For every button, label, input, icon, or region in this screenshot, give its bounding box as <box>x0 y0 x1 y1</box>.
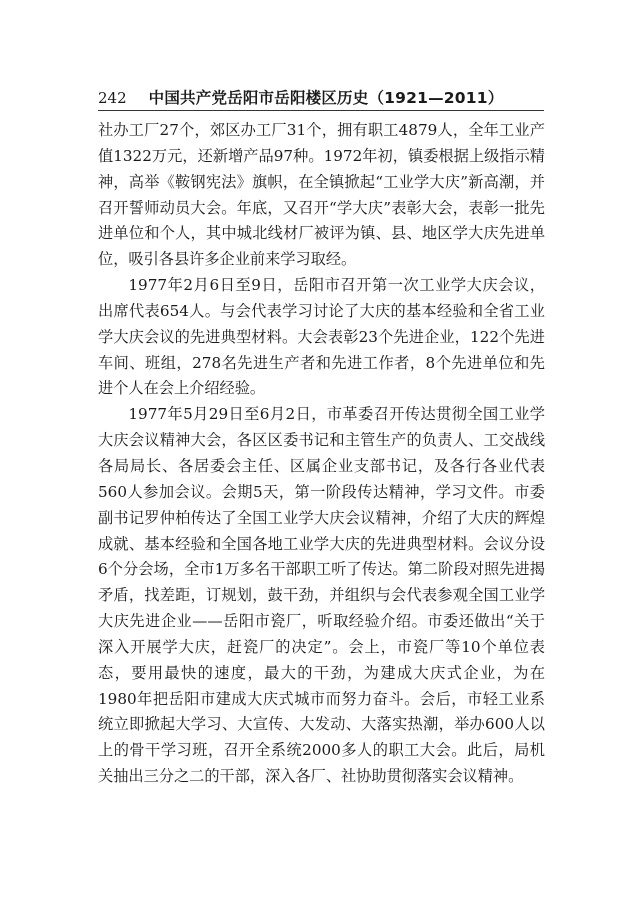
header-rule <box>98 110 544 111</box>
page-header <box>98 82 544 112</box>
paragraph: 1977年2月6日至9日，岳阳市召开第一次工业学大庆会议，出席代表654人。与会代表学习讨论了大庆的基本经验和全省工业学大庆会议的先进典型材料。大会表彰23个先进企业，122个先进车间、班组，278名先进生产者和先进工作者，8个先进单位和先进个人在会上介绍经验。 <box>98 276 545 398</box>
running-title: 中国共产党岳阳市岳阳楼区历史（1921—2011） <box>148 89 504 107</box>
body-text <box>98 118 545 790</box>
paragraph: 1977年5月29日至6月2日，市革委召开传达贯彻全国工业学大庆会议精神大会，各区区委书记和主管生产的负责人、工交战线各局局长、各居委会主任、区属企业支部书记，及各行各业代表560人参加会议。会期5天，第一阶段传达精神，学习文件。市委副书记罗仲柏传达了全国工业学大庆会议精神，介绍了大庆的辉煌成就、基本经验和全国各地工业学大庆的先进典型材料。会议分设6个分会场，全市1万多名干部职工听了传达。第二阶段对照先进揭矛盾，找差距，订规划，鼓干劲，并组织与会代表参观全国工业学大庆先进企业——岳阳市瓷厂，听取经验介绍。市委还做出“关于深入开展学大庆，赶瓷厂的决定”。会上，市瓷厂等10个单位表态，要用最快的速度，最大的干劲，为建成大庆式企业，为在1980年把岳阳市建成大庆式城市而努力奋斗。会后，市轻工业系统立即掀起大学习、大宣传、大发动、大落实热潮，举办600人以上的骨干学习班，召开全系统2000多人的职工大会。此后，局机关抽出三分之二的干部，深入各厂、社协助贯彻落实会议精神。 <box>98 405 545 786</box>
page-number: 242 <box>98 89 127 107</box>
paragraph: 社办工厂27个，郊区办工厂31个，拥有职工4879人，全年工业产值1322万元，还新增产品97种。1972年初，镇委根据上级指示精神，高举《鞍钢宪法》旗帜，在全镇掀起“工业学大庆”新高潮，并召开誓师动员大会。年底，又召开“学大庆”表彰大会，表彰一批先进单位和个人，其中城北线材厂被评为镇、县、地区学大庆先进单位，吸引各县许多企业前来学习取经。 <box>98 121 545 269</box>
